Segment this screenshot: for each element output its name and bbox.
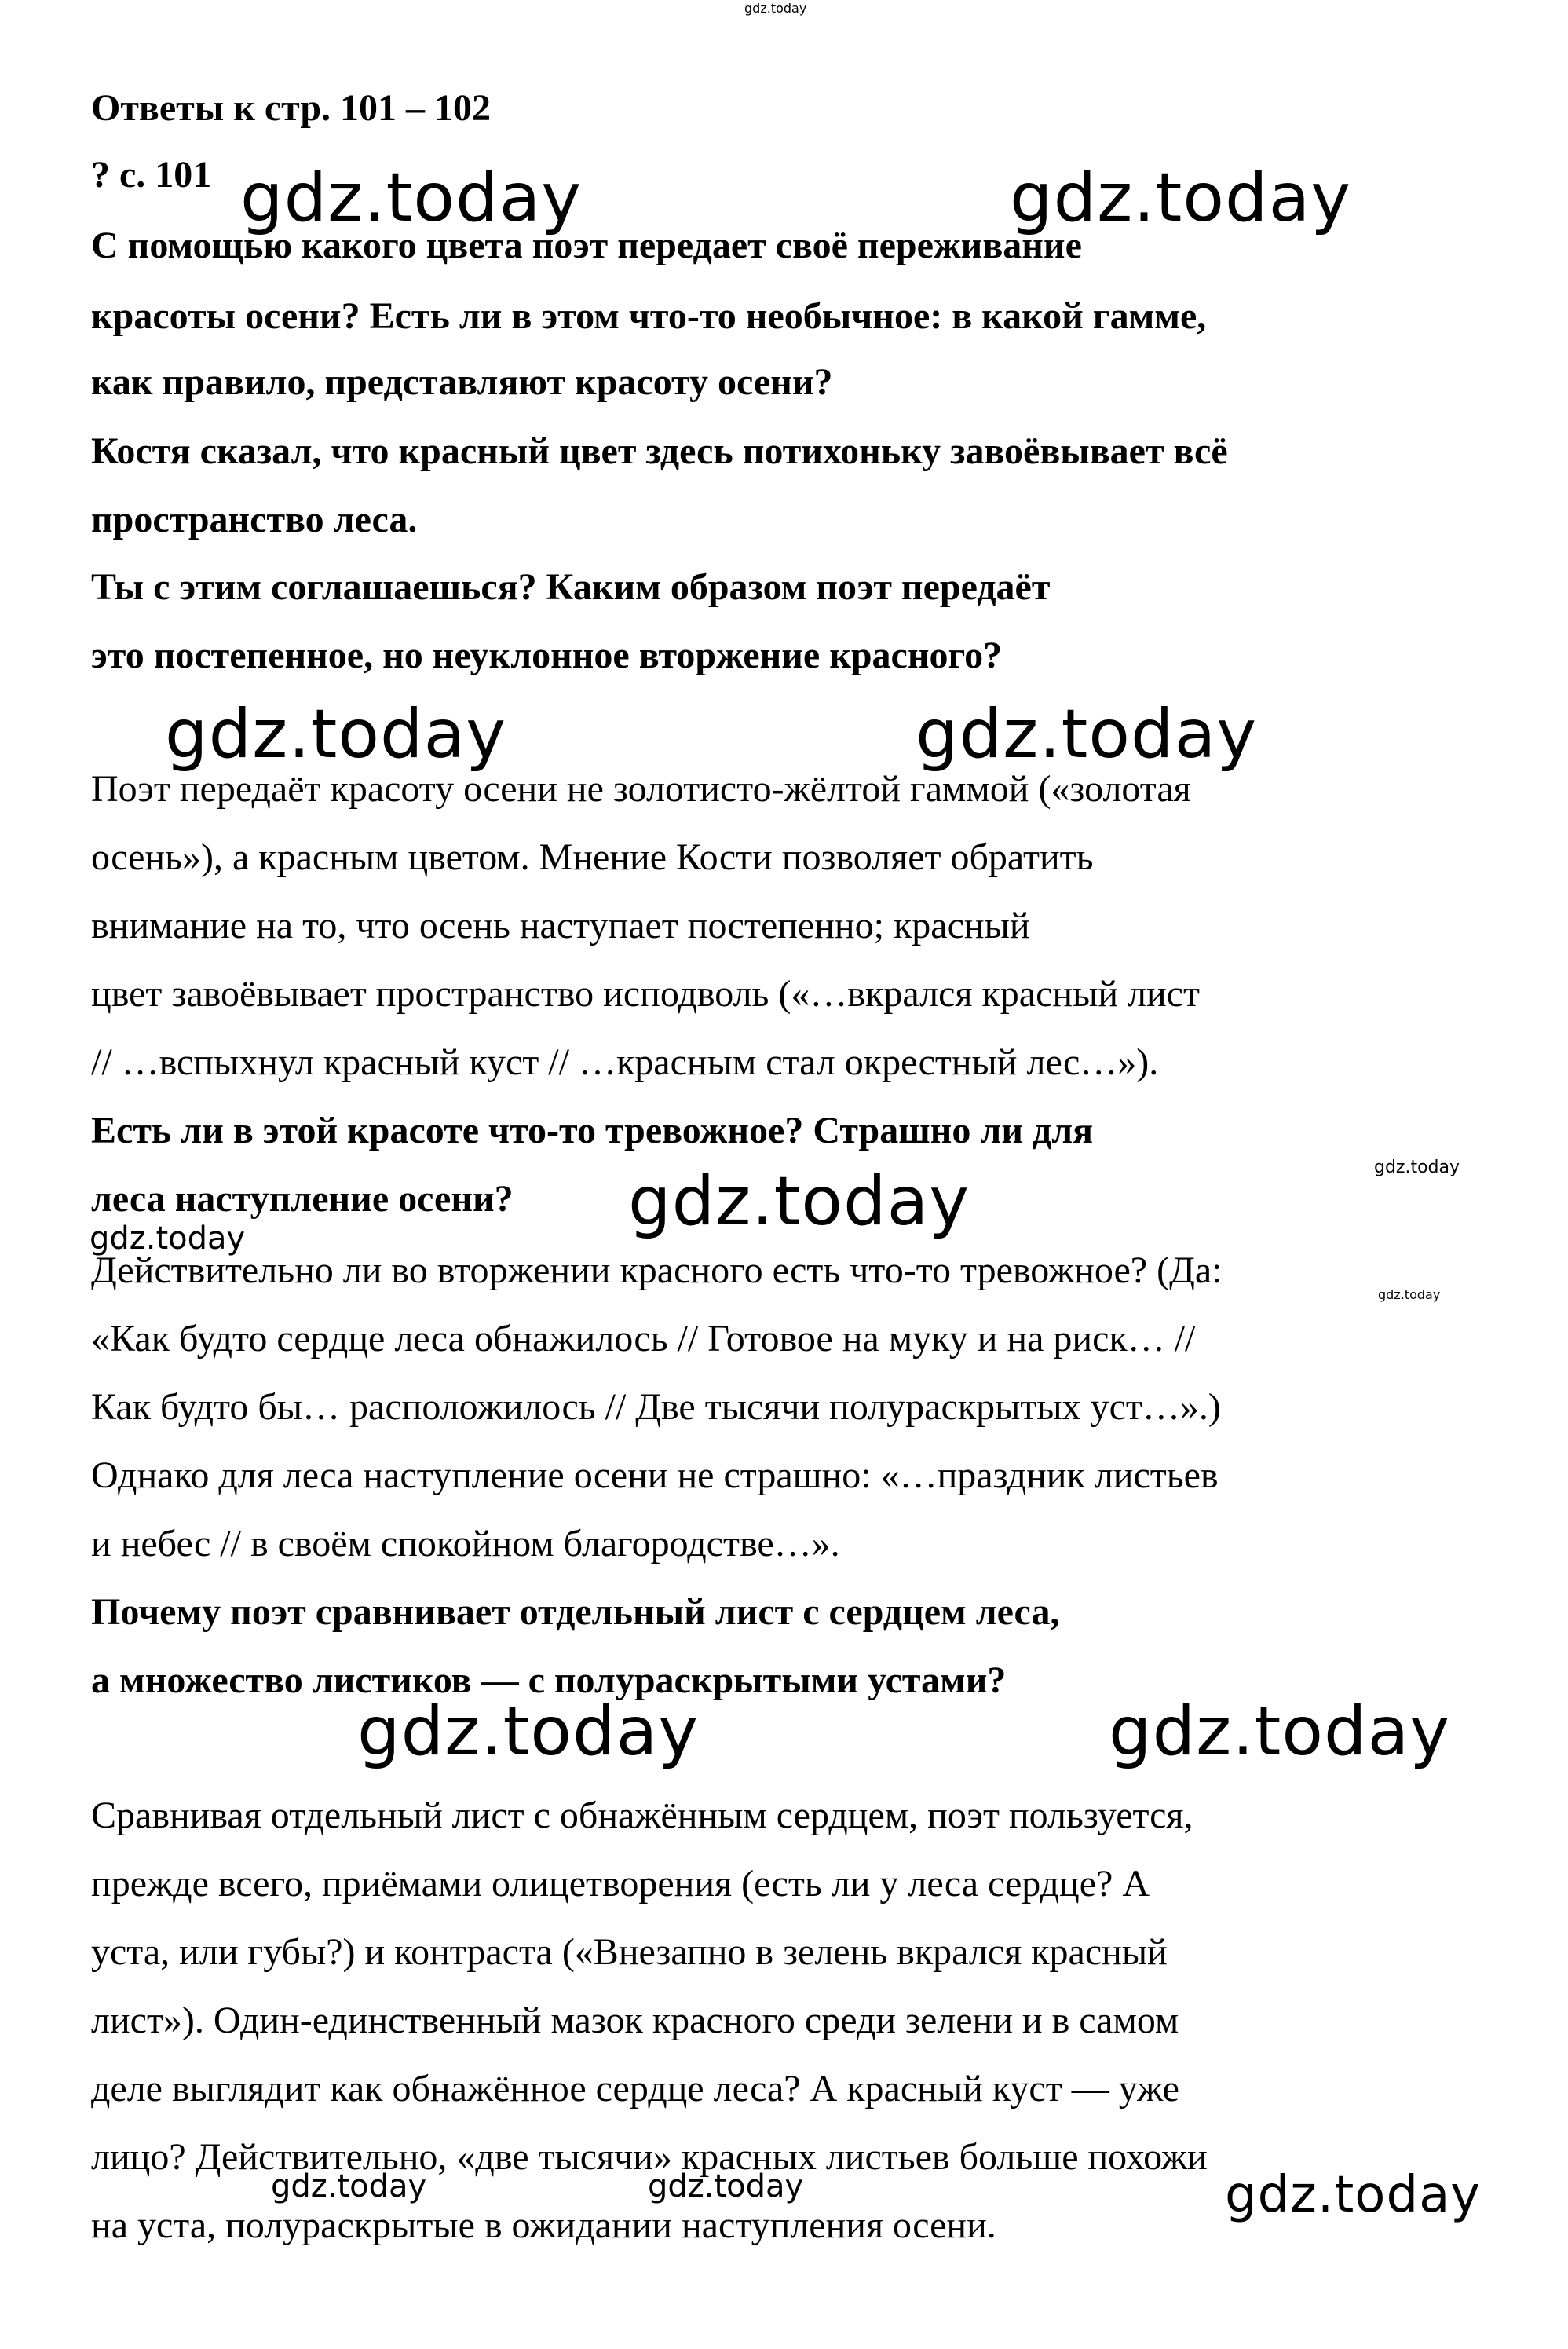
question-line: это постепенное, но неуклонное вторжение красного? [91, 635, 1003, 676]
watermark: gdz.today [916, 695, 1258, 774]
watermark: gdz.today [1010, 159, 1352, 237]
watermark: gdz.today [357, 1692, 700, 1771]
answer-line: Сравнивая отдельный лист с обнажённым сердцем, поэт пользуется, [91, 1795, 1193, 1836]
watermark-small: gdz.today [1374, 1158, 1460, 1177]
question-line: Почему поэт сравнивает отдельный лист с сердцем леса, [91, 1591, 1060, 1633]
question-line: Ты с этим соглашаешься? Каким образом поэт передаёт [91, 566, 1051, 608]
question-line: пространство леса. [91, 499, 418, 540]
watermark-tiny: gdz.today [1378, 1287, 1441, 1302]
watermark: gdz.today [1225, 2166, 1482, 2224]
page-reference: ? с. 101 [91, 154, 212, 196]
watermark: gdz.today [165, 695, 507, 774]
watermark-top: gdz.today [744, 1, 807, 16]
answer-line: Действительно ли во вторжении красного есть что-то тревожное? (Да: [91, 1250, 1223, 1291]
answer-line: Однако для леса наступление осени не страшно: «…праздник листьев [91, 1454, 1219, 1496]
answer-line: // …вспыхнул красный куст // …красным стал окрестный лес…»). [91, 1041, 1159, 1083]
watermark: gdz.today [240, 159, 583, 237]
answer-line: лицо? Действительно, «две тысячи» красных листьев больше похожи [91, 2136, 1208, 2178]
question-line: С помощью какого цвета поэт передает своё переживание [91, 225, 1082, 266]
answer-line: лист»). Один-единственный мазок красного среди зелени и в самом [91, 2000, 1179, 2041]
answer-line: осень»), а красным цветом. Мнение Кости позволяет обратить [91, 836, 1094, 878]
answer-line: и небес // в своём спокойном благородстве…». [91, 1523, 840, 1564]
answer-line: Поэт передаёт красоту осени не золотисто-жёлтой гаммой («золотая [91, 768, 1191, 810]
answer-line: цвет завоёвывает пространство исподволь («…вкрался красный лист [91, 973, 1200, 1015]
watermark-medium: gdz.today [271, 2168, 427, 2204]
question-line: Есть ли в этой красоте что-то тревожное? Страшно ли для [91, 1110, 1094, 1151]
question-line: Костя сказал, что красный цвет здесь потихоньку завоёвывает всё [91, 430, 1228, 472]
question-line: как правило, представляют красоту осени? [91, 361, 833, 403]
answer-line: внимание на то, что осень наступает постепенно; красный [91, 905, 1030, 946]
answer-line: на уста, полураскрытые в ожидании наступления осени. [91, 2204, 996, 2246]
question-line: красоты осени? Есть ли в этом что-то необычное: в какой гамме, [91, 295, 1207, 337]
answer-line: прежде всего, приёмами олицетворения (есть ли у леса сердце? А [91, 1863, 1150, 1904]
question-line: леса наступление осени? [91, 1178, 514, 1220]
answer-line: Как будто бы… расположилось // Две тысячи полураскрытых уст…».) [91, 1386, 1221, 1428]
question-line: а множество листиков — с полураскрытыми устами? [91, 1659, 1007, 1701]
page-title: Ответы к стр. 101 – 102 [91, 87, 492, 129]
watermark-medium: gdz.today [90, 1220, 246, 1257]
answer-line: деле выглядит как обнажённое сердце леса? А красный куст — уже [91, 2068, 1179, 2109]
watermark-medium: gdz.today [648, 2168, 804, 2204]
watermark: gdz.today [628, 1162, 970, 1241]
answer-line: «Как будто сердце леса обнажилось // Готовое на муку и на риск… // [91, 1318, 1196, 1359]
watermark: gdz.today [1109, 1692, 1451, 1771]
answer-line: уста, или губы?) и контраста («Внезапно в зелень вкрался красный [91, 1931, 1168, 1973]
